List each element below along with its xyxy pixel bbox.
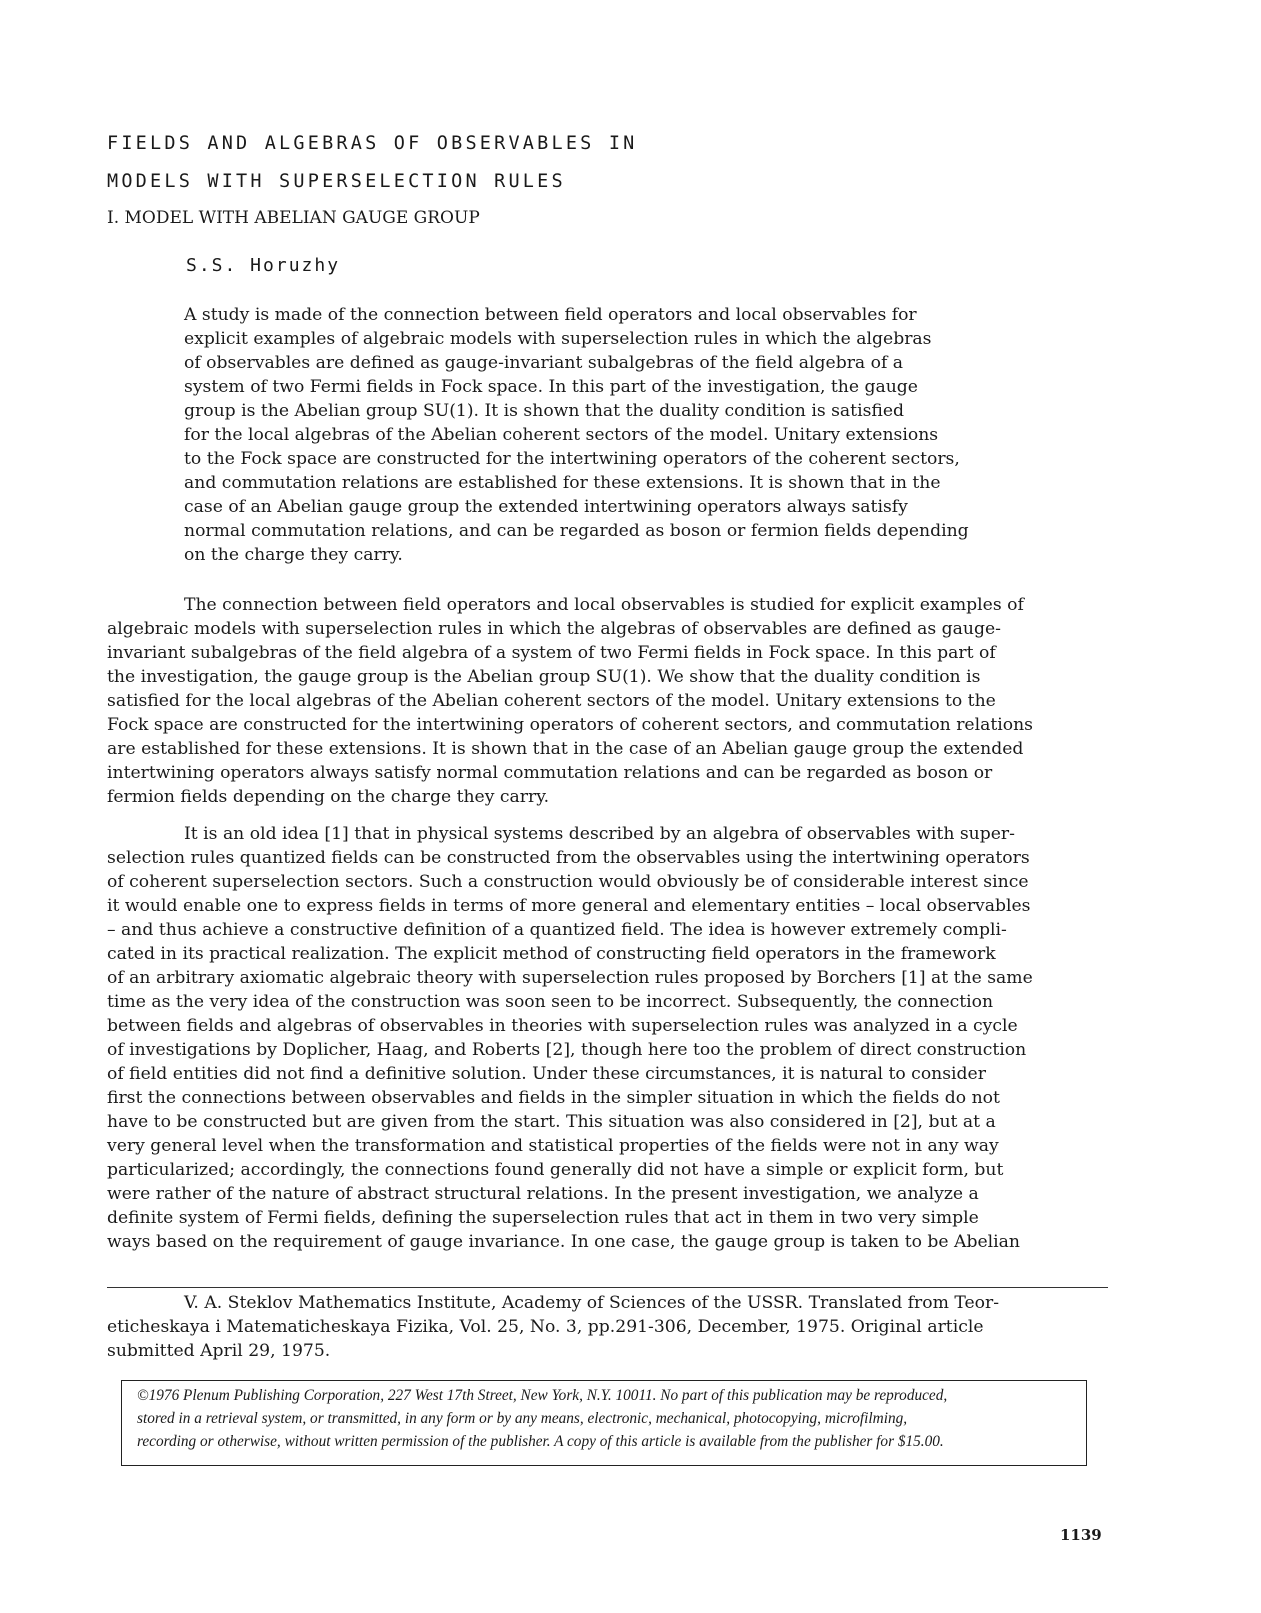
body-line: time as the very idea of the construction was soon seen to be incorrect. Subsequently, the connection bbox=[107, 992, 994, 1012]
abstract-line: of observables are defined as gauge-invariant subalgebras of the field algebra of a bbox=[184, 353, 904, 373]
title-line-1: FIELDS AND ALGEBRAS OF OBSERVABLES IN bbox=[107, 133, 638, 154]
body-line: were rather of the nature of abstract structural relations. In the present investigation, we analyze a bbox=[107, 1184, 979, 1204]
body-line: of an arbitrary axiomatic algebraic theory with superselection rules proposed by Borchers [1] at the same bbox=[107, 968, 1033, 988]
body-line: of investigations by Doplicher, Haag, and Roberts [2], though here too the problem of direct construction bbox=[107, 1040, 1027, 1060]
body-line: satisfied for the local algebras of the Abelian coherent sectors of the model. Unitary extensions to the bbox=[107, 691, 996, 711]
body-line: it would enable one to express fields in terms of more general and elementary entities – local observables bbox=[107, 896, 1031, 916]
title-line-2: MODELS WITH SUPERSELECTION RULES bbox=[107, 171, 566, 192]
body-line: algebraic models with superselection rules in which the algebras of observables are defined as gauge- bbox=[107, 619, 1001, 639]
abstract-line: for the local algebras of the Abelian coherent sectors of the model. Unitary extensions bbox=[184, 425, 939, 445]
copyright-box bbox=[121, 1380, 1087, 1466]
footnote-line: submitted April 29, 1975. bbox=[107, 1341, 331, 1361]
body-line: Fock space are constructed for the intertwining operators of coherent sectors, and commutation relations bbox=[107, 715, 1033, 735]
abstract-line: A study is made of the connection between field operators and local observables for bbox=[184, 305, 917, 325]
page-number: 1139 bbox=[1060, 1526, 1102, 1544]
copyright-line: stored in a retrieval system, or transmitted, in any form or by any means, electronic, mechanical, photocopying, microfilming, bbox=[137, 1410, 908, 1427]
abstract-line: explicit examples of algebraic models with superselection rules in which the algebras bbox=[184, 329, 932, 349]
abstract-line: group is the Abelian group SU(1). It is shown that the duality condition is satisfied bbox=[184, 401, 905, 421]
body-line: the investigation, the gauge group is the Abelian group SU(1). We show that the duality condition is bbox=[107, 667, 981, 687]
body-line: intertwining operators always satisfy normal commutation relations and can be regarded as boson or bbox=[107, 763, 993, 783]
body-line: invariant subalgebras of the field algebra of a system of two Fermi fields in Fock space. In this part of bbox=[107, 643, 996, 663]
abstract-line: case of an Abelian gauge group the extended intertwining operators always satisfy bbox=[184, 497, 908, 517]
body-line: definite system of Fermi fields, defining the superselection rules that act in them in two very simple bbox=[107, 1208, 979, 1228]
abstract-line: on the charge they carry. bbox=[184, 545, 403, 565]
copyright-line: recording or otherwise, without written permission of the publisher. A copy of this article is available from the publisher for $15.00. bbox=[137, 1433, 944, 1450]
abstract-line: normal commutation relations, and can be regarded as boson or fermion fields depending bbox=[184, 521, 969, 541]
footnote-line: V. A. Steklov Mathematics Institute, Academy of Sciences of the USSR. Translated from Teor- bbox=[184, 1293, 1000, 1313]
body-line: are established for these extensions. It is shown that in the case of an Abelian gauge group the extended bbox=[107, 739, 1024, 759]
body-line: It is an old idea [1] that in physical systems described by an algebra of observables with super- bbox=[184, 824, 1015, 844]
body-line: cated in its practical realization. The explicit method of constructing field operators in the framework bbox=[107, 944, 996, 964]
body-line: – and thus achieve a constructive definition of a quantized field. The idea is however extremely compli- bbox=[107, 920, 1007, 940]
body-line: have to be constructed but are given from the start. This situation was also considered in [2], but at a bbox=[107, 1112, 996, 1132]
footnote-divider bbox=[107, 1287, 1108, 1288]
body-line: The connection between field operators and local observables is studied for explicit examples of bbox=[184, 595, 1024, 615]
body-line: ways based on the requirement of gauge invariance. In one case, the gauge group is taken to be Abelian bbox=[107, 1232, 1020, 1252]
body-line: between fields and algebras of observables in theories with superselection rules was analyzed in a cycle bbox=[107, 1016, 1018, 1036]
abstract-line: to the Fock space are constructed for the intertwining operators of the coherent sectors, bbox=[184, 449, 960, 469]
body-line: particularized; accordingly, the connections found generally did not have a simple or explicit form, but bbox=[107, 1160, 1004, 1180]
footnote-line: eticheskaya i Matematicheskaya Fizika, Vol. 25, No. 3, pp.291-306, December, 1975. Original article bbox=[107, 1317, 984, 1337]
author-name: S.S. Horuzhy bbox=[186, 255, 341, 276]
copyright-line: ©1976 Plenum Publishing Corporation, 227 West 17th Street, New York, N.Y. 10011. No part of this publication may be reproduced, bbox=[137, 1387, 948, 1404]
body-line: selection rules quantized fields can be constructed from the observables using the intertwining operators bbox=[107, 848, 1030, 868]
body-line: very general level when the transformation and statistical properties of the fields were not in any way bbox=[107, 1136, 999, 1156]
body-line: of coherent superselection sectors. Such a construction would obviously be of considerable interest since bbox=[107, 872, 1029, 892]
abstract-line: and commutation relations are established for these extensions. It is shown that in the bbox=[184, 473, 941, 493]
part-subtitle: I. MODEL WITH ABELIAN GAUGE GROUP bbox=[107, 208, 480, 228]
body-line: fermion fields depending on the charge they carry. bbox=[107, 787, 550, 807]
body-line: first the connections between observables and fields in the simpler situation in which the fields do not bbox=[107, 1088, 1000, 1108]
abstract-line: system of two Fermi fields in Fock space. In this part of the investigation, the gauge bbox=[184, 377, 918, 397]
body-line: of field entities did not find a definitive solution. Under these circumstances, it is natural to consider bbox=[107, 1064, 986, 1084]
